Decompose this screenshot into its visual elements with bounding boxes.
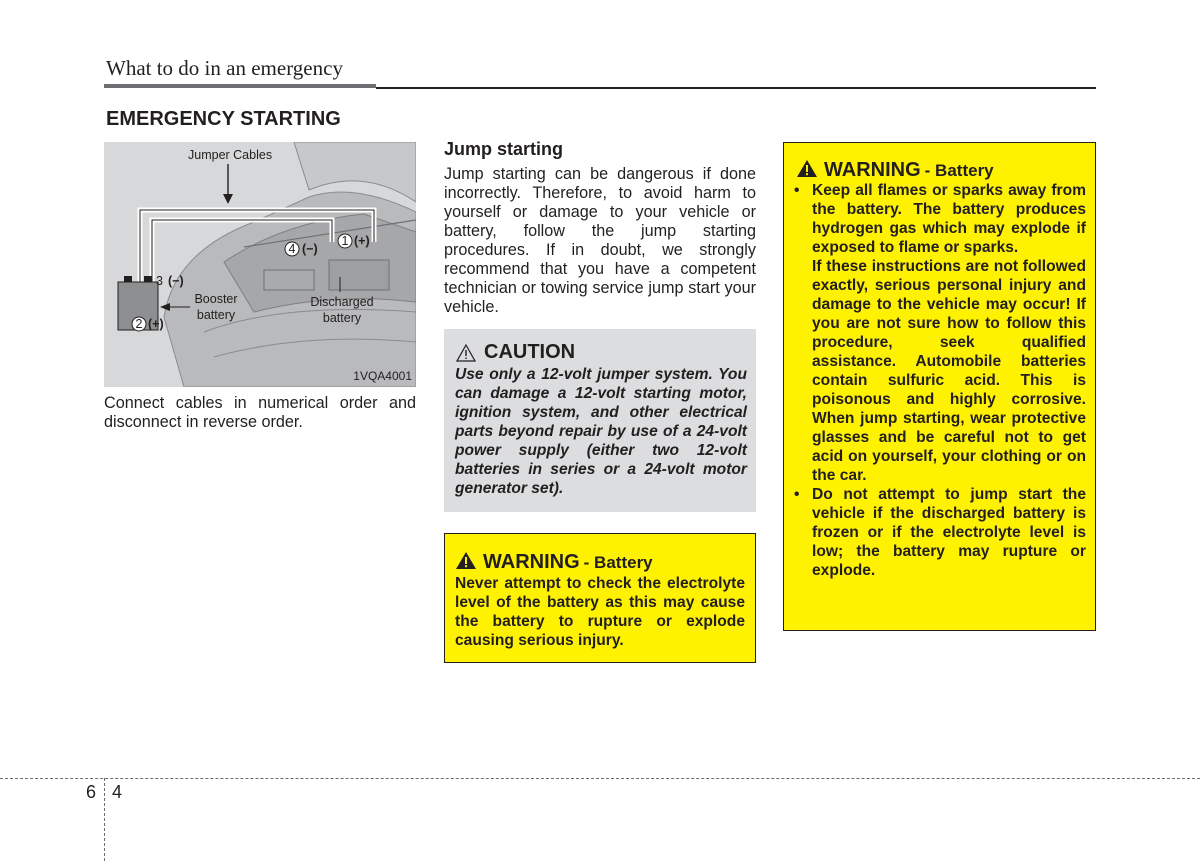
figure-code: 1VQA4001 <box>353 369 412 383</box>
booster-label-line2: battery <box>196 308 236 322</box>
booster-label-line1: Booster <box>194 292 238 306</box>
warning-subtitle-text: - Battery <box>924 161 994 180</box>
number-1-sign: (+) <box>354 234 370 248</box>
jump-starting-heading: Jump starting <box>444 139 564 159</box>
chapter-number: 6 <box>86 782 97 802</box>
warning-list <box>792 181 1086 580</box>
footer-divider <box>104 778 105 861</box>
warning-title <box>455 549 653 574</box>
number-3: 3 <box>156 274 163 288</box>
section-heading: EMERGENCY STARTING <box>106 108 341 130</box>
jump-start-illustration <box>104 142 416 387</box>
header-rule-accent <box>104 84 376 88</box>
car-engine-bay-drawing <box>104 142 416 387</box>
figure-caption: Connect cables in numerical order and disconnect in reverse order. <box>104 394 416 431</box>
caution-title-text: CAUTION <box>484 341 576 363</box>
page-number: 4 <box>112 782 123 802</box>
number-3-sign: (−) <box>168 274 184 288</box>
warning-bullet2: Do not attempt to jump start the vehicle if the discharged battery is frozen or if the electrolyte level is low; the battery may rupture or explode. <box>812 486 1086 579</box>
caution-title <box>456 341 575 364</box>
header-rule <box>376 87 1096 89</box>
warning-bullet1-p1: Keep all flames or sparks away from the battery. The battery produces hydrogen gas which may explode if exposed to flame or sparks. <box>812 182 1086 256</box>
warning-list-item <box>792 485 1086 580</box>
jump-starting-text: Jump starting can be dangerous if done incorrectly. Therefore, to avoid harm to yourself or damage to your vehicle or battery, follow the jump starting procedures. If in doubt, we strongly recommend that you have a competent technician or towing service jump start your vehicle. <box>444 165 756 316</box>
page-header-title: What to do in an emergency <box>106 56 343 80</box>
warning-box-battery <box>783 142 1096 631</box>
warning-triangle-icon <box>796 159 818 178</box>
bullet-icon: • <box>794 486 800 503</box>
warning-title <box>796 157 994 182</box>
warning-title-text: WARNING <box>483 551 580 573</box>
jumper-cables-label: Jumper Cables <box>188 148 273 162</box>
warning-text: Never attempt to check the electrolyte level of the battery as this may cause the battery to rupture or explode causing serious injury. <box>455 575 745 649</box>
number-1: 1 <box>341 234 349 248</box>
number-4-sign: (−) <box>302 242 318 256</box>
caution-triangle-icon <box>456 344 476 362</box>
warning-title-text: WARNING <box>824 159 921 181</box>
discharged-battery-label <box>302 294 382 326</box>
discharged-label-line2: battery <box>322 311 362 325</box>
number-4: 4 <box>288 242 296 256</box>
caution-box <box>444 329 756 512</box>
booster-battery-label <box>192 291 240 323</box>
number-2: 2 <box>135 317 143 331</box>
footer-rule <box>0 778 1200 779</box>
warning-subtitle-text: - Battery <box>583 553 653 572</box>
warning-box-electrolyte <box>444 533 756 663</box>
warning-triangle-icon <box>455 551 477 570</box>
bullet-icon: • <box>794 182 800 199</box>
number-2-sign: (+) <box>148 317 164 331</box>
warning-bullet1-p2: If these instructions are not followed exactly, serious personal injury and damage to the vehicle may occur! If you are not sure how to follow this procedure, seek qualified assistance. Automobile batteries contain sulfuric acid. This is poisonous and highly corrosive. When jump starting, wear protective glasses and be careful not to get acid on yourself, your clothing or on the car. <box>812 258 1086 484</box>
discharged-label-line1: Discharged <box>310 295 374 309</box>
caution-text: Use only a 12-volt jumper system. You can damage a 12-volt starting motor, ignition system, and other electrical parts beyond repair by use of a 24-volt power supply (either two 12-volt batteries in series or a 24-volt motor generator set). <box>455 366 747 497</box>
warning-list-item <box>792 181 1086 485</box>
